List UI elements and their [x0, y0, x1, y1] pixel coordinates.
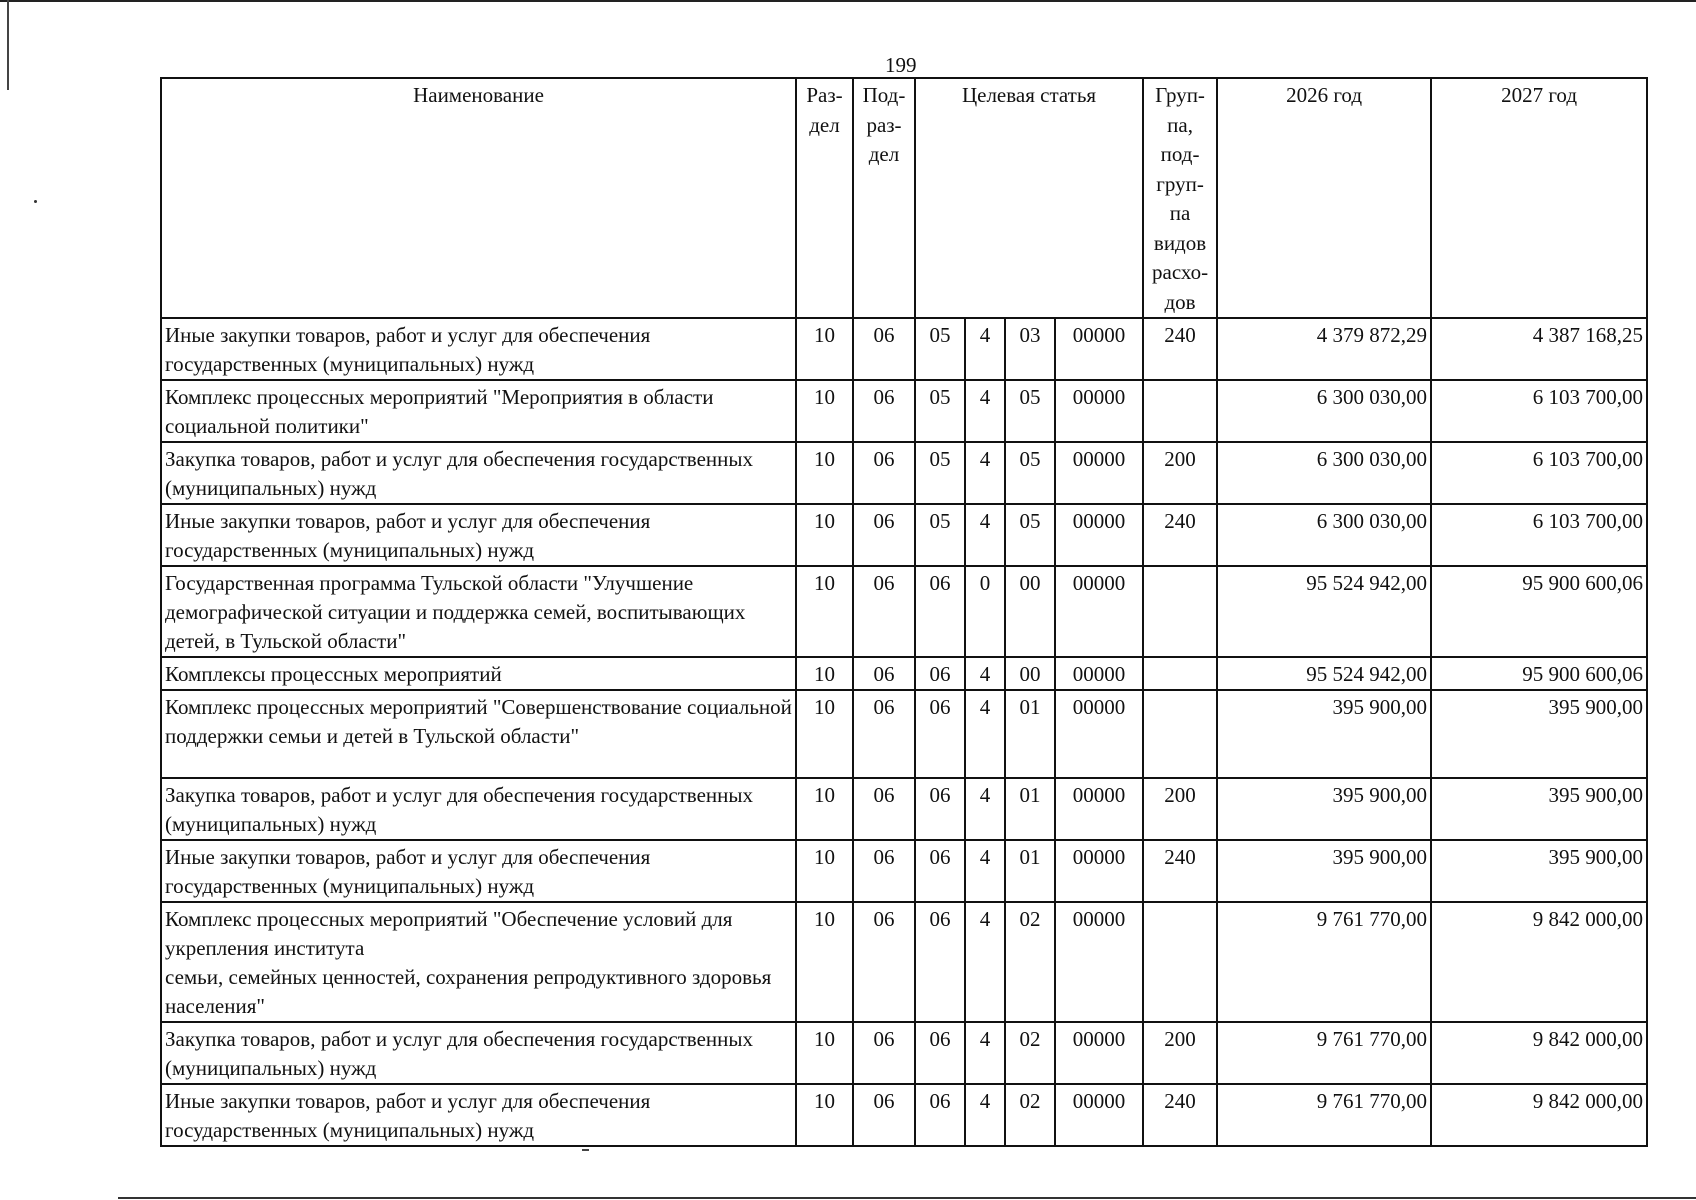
row-target-event-cell: 02 [1005, 1084, 1055, 1146]
row-podrazdel-cell: 06 [853, 778, 915, 840]
row-target-event-cell: 01 [1005, 840, 1055, 902]
row-name-cell: Комплекс процессных мероприятий "Совершенствование социальной поддержки семьи и детей в Тульской области" [161, 690, 796, 778]
row-amount-2026-cell: 6 300 030,00 [1217, 380, 1431, 442]
row-name-cell: Закупка товаров, работ и услуг для обеспечения государственных (муниципальных) нужд [161, 778, 796, 840]
scan-edge-left [7, 0, 9, 90]
row-target-program-cell: 05 [915, 504, 965, 566]
row-target-type-cell: 4 [965, 657, 1005, 690]
table-row [161, 380, 1647, 442]
row-amount-2026-cell: 4 379 872,29 [1217, 318, 1431, 380]
row-expense-group-cell: 240 [1143, 318, 1217, 380]
row-target-event-cell: 05 [1005, 380, 1055, 442]
row-target-event-cell: 01 [1005, 778, 1055, 840]
row-podrazdel-cell: 06 [853, 442, 915, 504]
scan-edge-top [0, 0, 1696, 2]
row-amount-2027-cell: 4 387 168,25 [1431, 318, 1647, 380]
row-razdel-cell: 10 [796, 902, 853, 1022]
header-name: Наименование [161, 78, 796, 318]
row-name-cell: Иные закупки товаров, работ и услуг для обеспечения государственных (муниципальных) нужд [161, 318, 796, 380]
table-row [161, 1084, 1647, 1146]
row-amount-2027-cell: 9 842 000,00 [1431, 1084, 1647, 1146]
row-podrazdel-cell: 06 [853, 902, 915, 1022]
table-row [161, 1022, 1647, 1084]
row-target-direction-cell: 00000 [1055, 902, 1143, 1022]
row-name-cell: Закупка товаров, работ и услуг для обеспечения государственных (муниципальных) нужд [161, 442, 796, 504]
row-name-cell: Иные закупки товаров, работ и услуг для обеспечения государственных (муниципальных) нужд [161, 504, 796, 566]
row-target-program-cell: 06 [915, 1084, 965, 1146]
row-target-direction-cell: 00000 [1055, 566, 1143, 657]
row-target-direction-cell: 00000 [1055, 840, 1143, 902]
row-name-cell: Комплекс процессных мероприятий "Обеспечение условий для укрепления института семьи, семейных ценностей, сохранения репродуктивного здоровья населения" [161, 902, 796, 1022]
row-name-cell: Государственная программа Тульской области "Улучшение демографической ситуации и поддержка семей, воспитывающих детей, в Тульской области" [161, 566, 796, 657]
row-target-program-cell: 06 [915, 778, 965, 840]
row-podrazdel-cell: 06 [853, 690, 915, 778]
row-target-direction-cell: 00000 [1055, 657, 1143, 690]
row-razdel-cell: 10 [796, 442, 853, 504]
row-expense-group-cell: 200 [1143, 442, 1217, 504]
row-target-event-cell: 02 [1005, 1022, 1055, 1084]
scan-speck [34, 200, 37, 203]
row-podrazdel-cell: 06 [853, 318, 915, 380]
header-razdel: Раз- дел [796, 78, 853, 318]
row-target-event-cell: 05 [1005, 442, 1055, 504]
row-expense-group-cell [1143, 902, 1217, 1022]
row-target-type-cell: 4 [965, 778, 1005, 840]
row-target-type-cell: 4 [965, 1084, 1005, 1146]
header-year-2026: 2026 год [1217, 78, 1431, 318]
row-name-cell: Комплексы процессных мероприятий [161, 657, 796, 690]
row-amount-2027-cell: 9 842 000,00 [1431, 1022, 1647, 1084]
row-amount-2026-cell: 9 761 770,00 [1217, 1084, 1431, 1146]
scan-speck [582, 1149, 589, 1151]
row-razdel-cell: 10 [796, 504, 853, 566]
row-name-cell: Комплекс процессных мероприятий "Мероприятия в области социальной политики" [161, 380, 796, 442]
row-amount-2027-cell: 395 900,00 [1431, 778, 1647, 840]
row-razdel-cell: 10 [796, 566, 853, 657]
header-podrazdel: Под- раз- дел [853, 78, 915, 318]
row-amount-2027-cell: 395 900,00 [1431, 840, 1647, 902]
row-target-direction-cell: 00000 [1055, 318, 1143, 380]
row-target-event-cell: 03 [1005, 318, 1055, 380]
table-row [161, 566, 1647, 657]
row-expense-group-cell [1143, 657, 1217, 690]
row-expense-group-cell [1143, 566, 1217, 657]
row-amount-2027-cell: 6 103 700,00 [1431, 442, 1647, 504]
table-row [161, 902, 1647, 1022]
row-razdel-cell: 10 [796, 840, 853, 902]
row-target-event-cell: 01 [1005, 690, 1055, 778]
row-target-type-cell: 4 [965, 902, 1005, 1022]
row-amount-2027-cell: 9 842 000,00 [1431, 902, 1647, 1022]
row-target-program-cell: 05 [915, 318, 965, 380]
row-amount-2026-cell: 395 900,00 [1217, 840, 1431, 902]
row-target-direction-cell: 00000 [1055, 380, 1143, 442]
row-razdel-cell: 10 [796, 778, 853, 840]
row-target-program-cell: 06 [915, 566, 965, 657]
row-target-direction-cell: 00000 [1055, 778, 1143, 840]
row-amount-2026-cell: 95 524 942,00 [1217, 657, 1431, 690]
row-amount-2026-cell: 9 761 770,00 [1217, 1022, 1431, 1084]
row-amount-2027-cell: 395 900,00 [1431, 690, 1647, 778]
row-expense-group-cell [1143, 380, 1217, 442]
row-amount-2027-cell: 95 900 600,06 [1431, 566, 1647, 657]
row-target-program-cell: 06 [915, 690, 965, 778]
header-year-2027: 2027 год [1431, 78, 1647, 318]
row-podrazdel-cell: 06 [853, 657, 915, 690]
row-target-type-cell: 4 [965, 690, 1005, 778]
row-target-type-cell: 4 [965, 1022, 1005, 1084]
table-row [161, 840, 1647, 902]
row-target-type-cell: 4 [965, 380, 1005, 442]
header-target-article: Целевая статья [915, 78, 1143, 318]
row-podrazdel-cell: 06 [853, 504, 915, 566]
row-target-program-cell: 05 [915, 442, 965, 504]
row-target-direction-cell: 00000 [1055, 690, 1143, 778]
row-target-direction-cell: 00000 [1055, 1084, 1143, 1146]
row-target-type-cell: 0 [965, 566, 1005, 657]
row-target-type-cell: 4 [965, 442, 1005, 504]
table-row [161, 657, 1647, 690]
row-amount-2026-cell: 9 761 770,00 [1217, 902, 1431, 1022]
row-razdel-cell: 10 [796, 690, 853, 778]
row-podrazdel-cell: 06 [853, 1022, 915, 1084]
row-expense-group-cell: 200 [1143, 1022, 1217, 1084]
row-name-cell: Закупка товаров, работ и услуг для обеспечения государственных (муниципальных) нужд [161, 1022, 796, 1084]
row-target-program-cell: 06 [915, 657, 965, 690]
budget-table [160, 77, 1648, 1147]
row-amount-2026-cell: 6 300 030,00 [1217, 504, 1431, 566]
row-target-type-cell: 4 [965, 504, 1005, 566]
table-row [161, 778, 1647, 840]
row-expense-group-cell: 200 [1143, 778, 1217, 840]
table-row [161, 318, 1647, 380]
row-target-type-cell: 4 [965, 840, 1005, 902]
row-name-cell: Иные закупки товаров, работ и услуг для обеспечения государственных (муниципальных) нужд [161, 840, 796, 902]
row-amount-2026-cell: 395 900,00 [1217, 690, 1431, 778]
row-amount-2027-cell: 95 900 600,06 [1431, 657, 1647, 690]
row-target-program-cell: 05 [915, 380, 965, 442]
header-row [161, 78, 1647, 318]
row-amount-2026-cell: 395 900,00 [1217, 778, 1431, 840]
page-number: 199 [885, 53, 917, 77]
row-target-program-cell: 06 [915, 1022, 965, 1084]
row-amount-2027-cell: 6 103 700,00 [1431, 380, 1647, 442]
row-podrazdel-cell: 06 [853, 566, 915, 657]
row-name-cell: Иные закупки товаров, работ и услуг для обеспечения государственных (муниципальных) нужд [161, 1084, 796, 1146]
scan-edge-bottom [118, 1197, 1696, 1199]
row-target-type-cell: 4 [965, 318, 1005, 380]
row-target-event-cell: 05 [1005, 504, 1055, 566]
row-razdel-cell: 10 [796, 1084, 853, 1146]
row-amount-2026-cell: 6 300 030,00 [1217, 442, 1431, 504]
row-expense-group-cell: 240 [1143, 1084, 1217, 1146]
row-target-direction-cell: 00000 [1055, 442, 1143, 504]
row-expense-group-cell: 240 [1143, 840, 1217, 902]
row-target-event-cell: 00 [1005, 657, 1055, 690]
row-target-program-cell: 06 [915, 840, 965, 902]
row-razdel-cell: 10 [796, 380, 853, 442]
row-amount-2027-cell: 6 103 700,00 [1431, 504, 1647, 566]
row-target-direction-cell: 00000 [1055, 504, 1143, 566]
row-target-event-cell: 00 [1005, 566, 1055, 657]
row-target-program-cell: 06 [915, 902, 965, 1022]
row-expense-group-cell: 240 [1143, 504, 1217, 566]
row-amount-2026-cell: 95 524 942,00 [1217, 566, 1431, 657]
row-expense-group-cell [1143, 690, 1217, 778]
row-podrazdel-cell: 06 [853, 380, 915, 442]
header-expense-group: Груп- па, под- груп- па видов расхо- дов [1143, 78, 1217, 318]
table-row [161, 690, 1647, 778]
row-razdel-cell: 10 [796, 318, 853, 380]
row-podrazdel-cell: 06 [853, 840, 915, 902]
table-row [161, 442, 1647, 504]
row-razdel-cell: 10 [796, 1022, 853, 1084]
row-target-event-cell: 02 [1005, 902, 1055, 1022]
table-row [161, 504, 1647, 566]
row-target-direction-cell: 00000 [1055, 1022, 1143, 1084]
row-razdel-cell: 10 [796, 657, 853, 690]
row-podrazdel-cell: 06 [853, 1084, 915, 1146]
